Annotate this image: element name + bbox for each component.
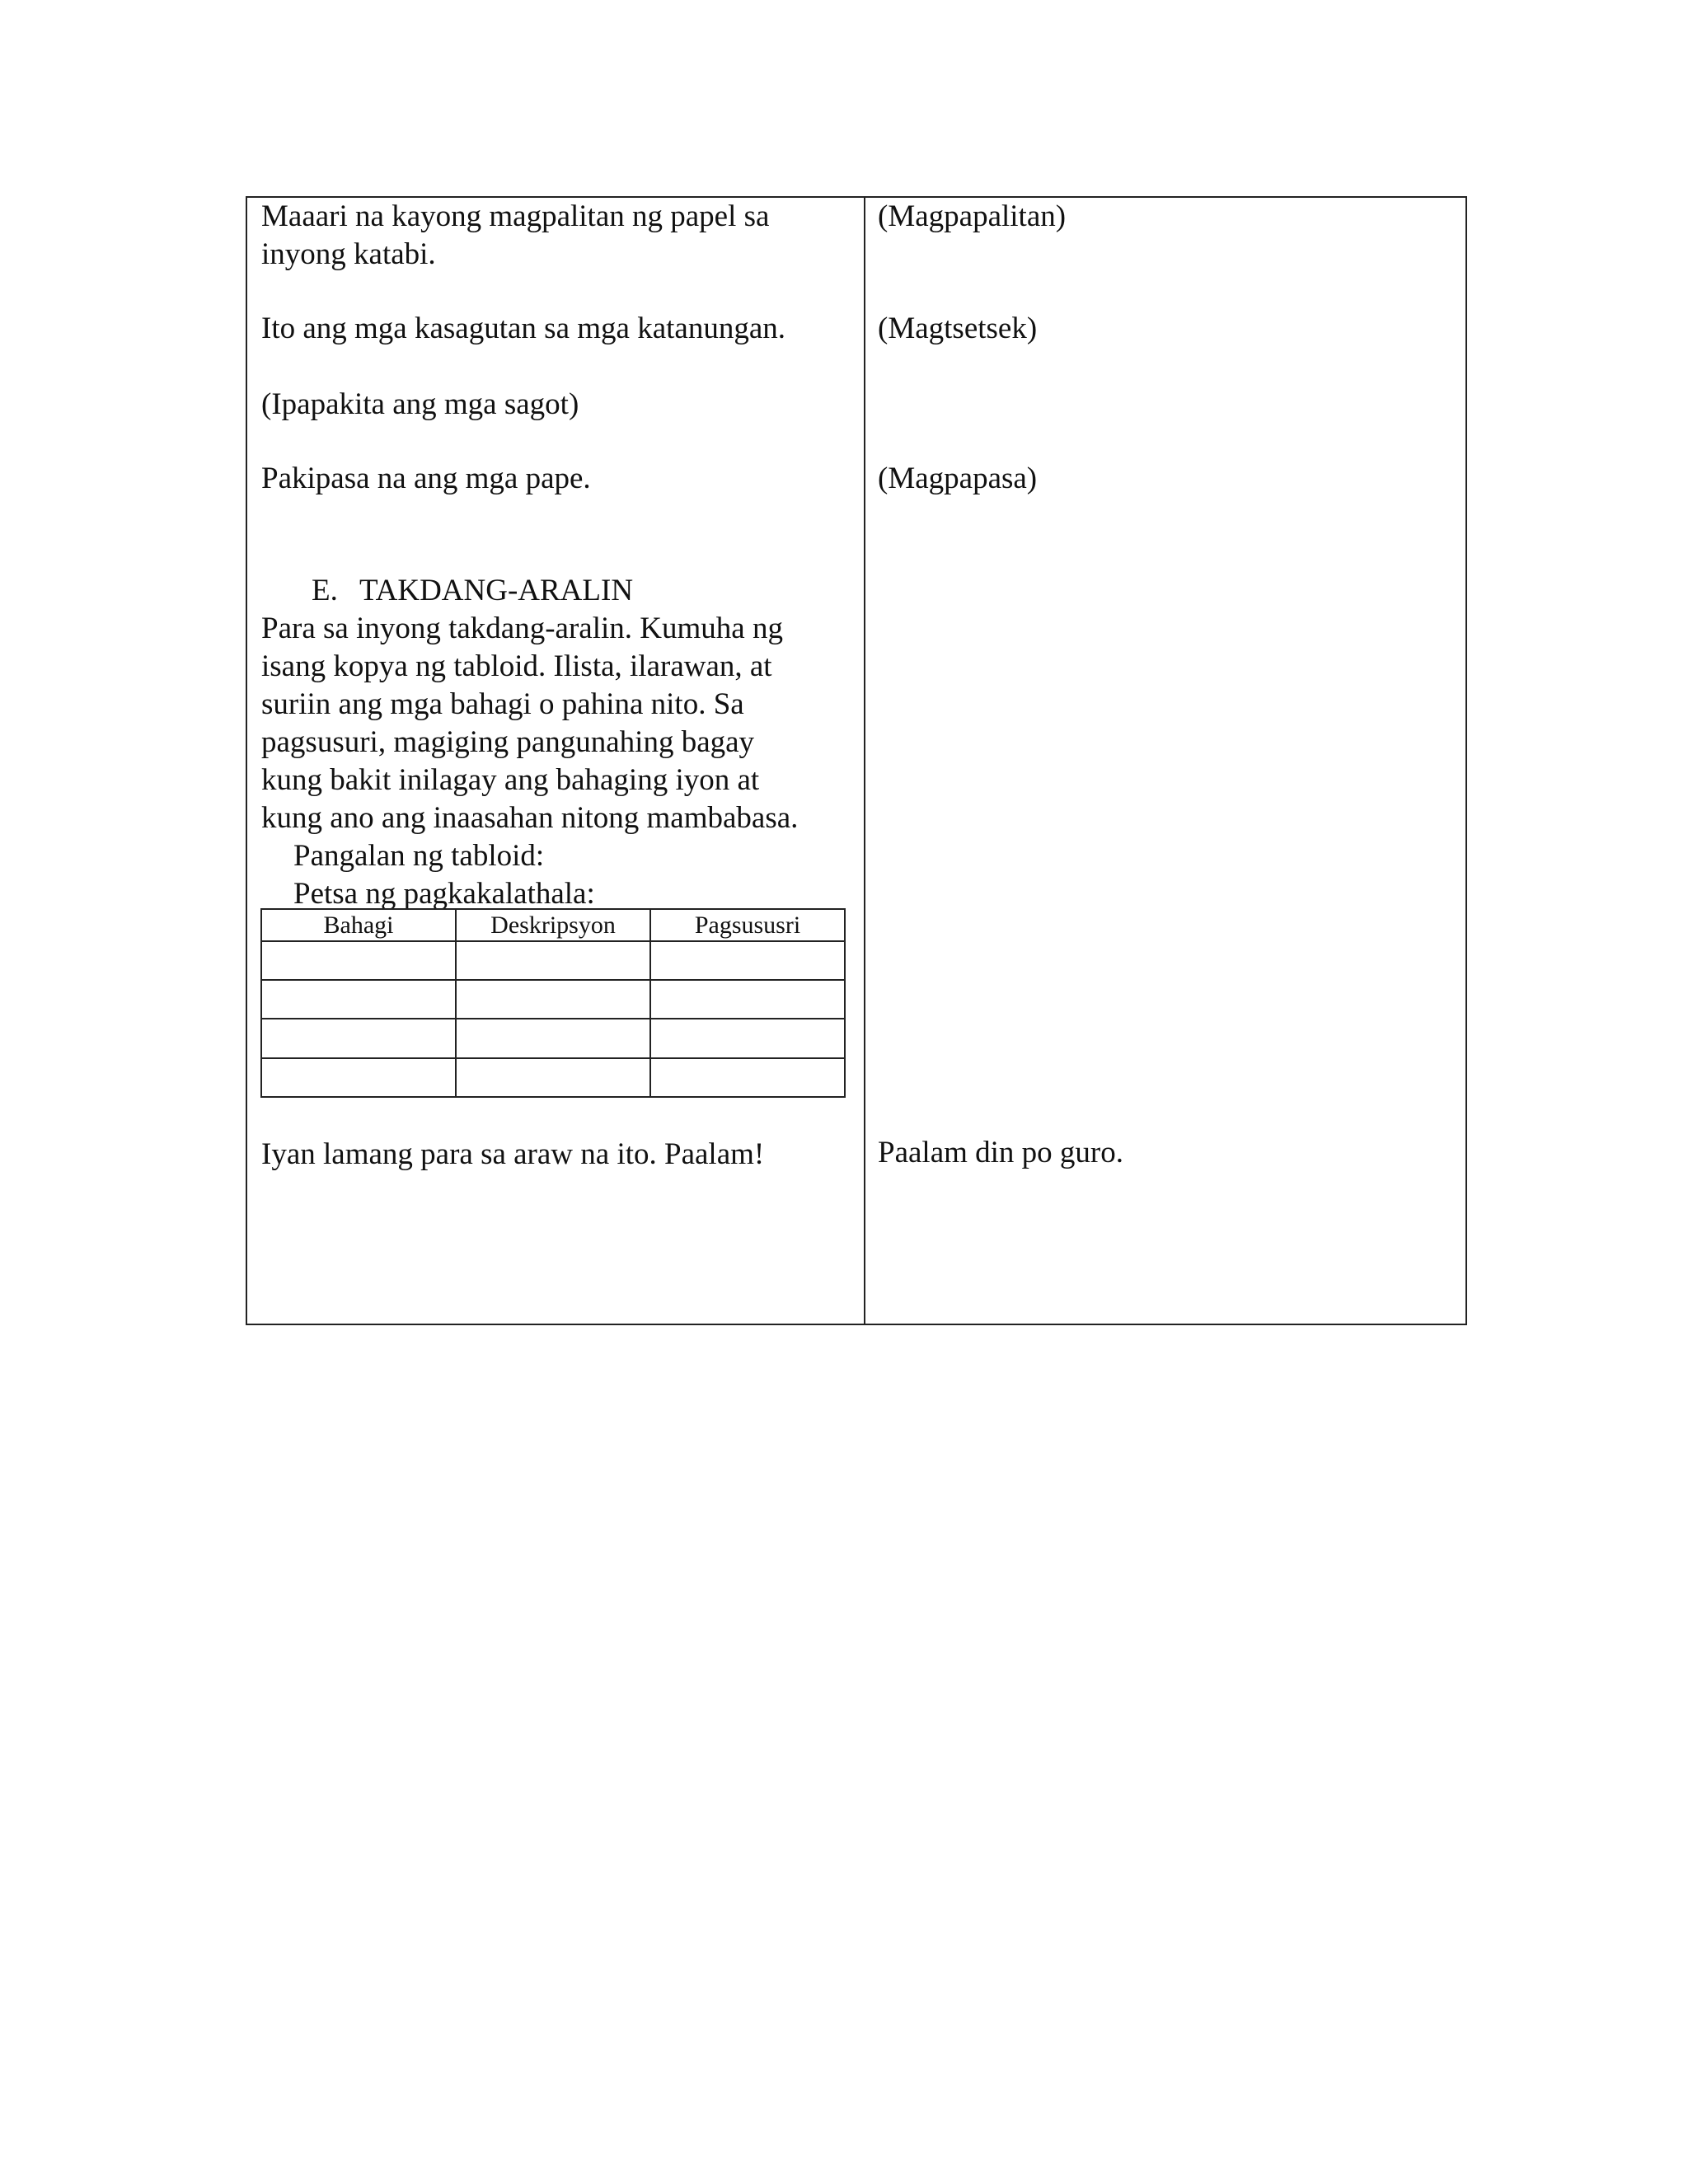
table-cell — [261, 1058, 456, 1097]
assignment-text: kung bakit inilagay ang bahaging iyon at — [261, 763, 760, 797]
assignment-table — [260, 908, 846, 1098]
table-cell — [456, 1019, 650, 1057]
table-cell — [650, 980, 845, 1019]
table-row — [261, 1058, 845, 1097]
table-cell — [456, 941, 650, 980]
tabloid-name-label: Pangalan ng tabloid: — [293, 839, 545, 873]
table-row — [261, 1019, 845, 1057]
teacher-line-1: Maaari na kayong magpalitan ng papel sa — [261, 199, 770, 233]
table-cell — [261, 941, 456, 980]
table-cell — [650, 941, 845, 980]
teacher-line-3: Ito ang mga kasagutan sa mga katanungan. — [261, 312, 785, 345]
table-cell — [456, 1058, 650, 1097]
publication-date-label: Petsa ng pagkakalathala: — [293, 877, 595, 911]
student-response-3: (Magpapasa) — [878, 462, 1038, 495]
table-cell — [456, 980, 650, 1019]
table-cell — [650, 1019, 845, 1057]
column-divider — [864, 198, 865, 1324]
student-response-2: (Magtsetsek) — [878, 312, 1038, 345]
section-title: TAKDANG-ARALIN — [359, 574, 634, 607]
student-response-4: Paalam din po guro. — [878, 1136, 1124, 1169]
table-cell — [261, 1019, 456, 1057]
table-cell — [261, 980, 456, 1019]
assignment-text: Para sa inyong takdang-aralin. Kumuha ng — [261, 612, 783, 645]
table-cell — [650, 1058, 845, 1097]
table-row — [261, 941, 845, 980]
section-letter: E. — [312, 574, 338, 607]
teacher-line-2: inyong katabi. — [261, 237, 436, 271]
teacher-line-5: Pakipasa na ang mga pape. — [261, 462, 591, 495]
student-response-1: (Magpapalitan) — [878, 199, 1067, 233]
lesson-table — [246, 196, 1467, 1325]
header-pagsususri: Pagsususri — [650, 909, 845, 941]
assignment-text: suriin ang mga bahagi o pahina nito. Sa — [261, 687, 744, 721]
assignment-text: kung ano ang inaasahan nitong mambabasa. — [261, 801, 799, 835]
header-deskripsyon: Deskripsyon — [456, 909, 650, 941]
table-header-row — [261, 909, 845, 941]
assignment-text: pagsusuri, magiging pangunahing bagay — [261, 725, 755, 759]
assignment-text: isang kopya ng tabloid. Ilista, ilarawan, at — [261, 649, 772, 683]
table-row — [261, 980, 845, 1019]
header-bahagi: Bahagi — [261, 909, 456, 941]
teacher-line-4: (Ipapakita ang mga sagot) — [261, 387, 579, 421]
closing-line: Iyan lamang para sa araw na ito. Paalam! — [261, 1137, 765, 1171]
